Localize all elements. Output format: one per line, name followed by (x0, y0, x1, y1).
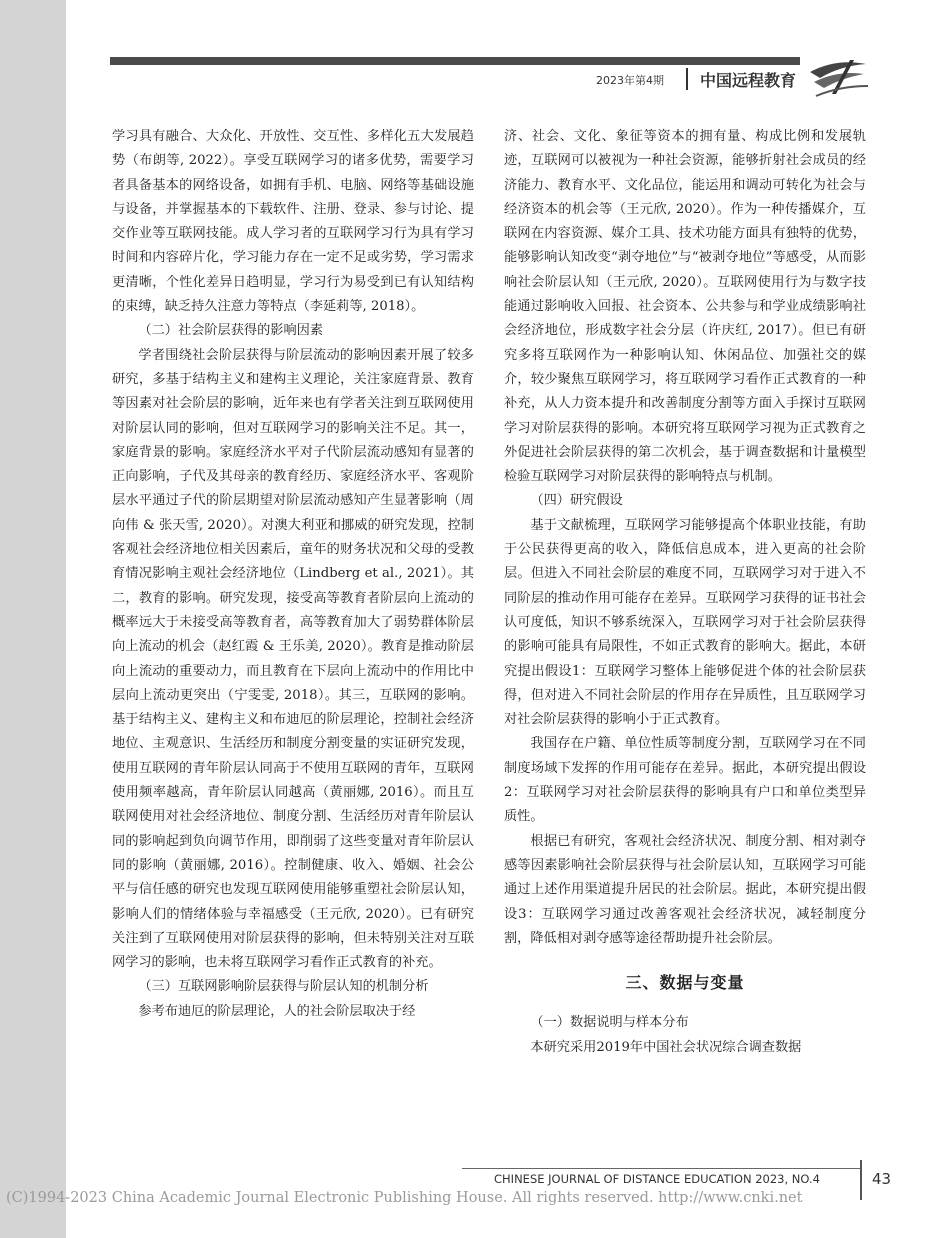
left-column (112, 125, 474, 1024)
body-paragraph: 济、社会、文化、象征等资本的拥有量、构成比例和发展轨迹，互联网可以被视为一种社会资源，能够折射社会成员的经济能力、教育水平、文化品位，能运用和调动可转化为社会与经济资本的机会等（王元欣, 2020）。作为一种传播媒介，互联网在内容资源、媒介工具、技术功能方面具有独特的优势，能够影响认知改变“剥夺地位”与“被剥夺地位”等感受，从而影响社会阶层认知（王元欣, 2020）。互联网使用行为与数字技能通过影响收入回报、社会资本、公共参与和学业成绩影响社会经济地位，形成数字社会分层（许庆红, 2017）。但已有研究多将互联网作为一种影响认知、休闲品位、加强社交的媒介，较少聚焦互联网学习，将互联网学习看作正式教育的一种补充，从人力资本提升和改善制度分割等方面入手探讨互联网学习对阶层获得的影响。本研究将互联网学习视为正式教育之外促进社会阶层获得的第二次机会，基于调查数据和计量模型检验互联网学习对阶层获得的影响特点与机制。 (504, 129, 866, 485)
journal-logo-icon (806, 52, 870, 100)
body-paragraph: 学习具有融合、大众化、开放性、交互性、多样化五大发展趋势（布朗等, 2022）。享受互联网学习的诸多优势，需要学习者具备基本的网络设备，如拥有手机、电脑、网络等基础设施与设备，并掌握基本的下载软件、注册、登录、参与讨论、提交作业等互联网技能。成人学习者的互联网学习行为具有学习时间和内容碎片化，学习能力存在一定不足或劣势，学习需求更清晰，个性化差异日趋明显，学习行为易受到已有认知结构的束缚，缺乏持久注意力等特点（李延莉等, 2018）。 (112, 129, 474, 315)
right-column (504, 125, 866, 1060)
body-paragraph: 根据已有研究，客观社会经济状况、制度分割、相对剥夺感等因素影响社会阶层获得与社会阶层认知，互联网学习可能通过上述作用渠道提升居民的社会阶层。据此，本研究提出假设3：互联网学习通过改善客观社会经济状况，减轻制度分割，降低相对剥夺感等途径帮助提升社会阶层。 (504, 833, 866, 946)
subsection-heading: （一）数据说明与样本分布 (530, 1015, 689, 1031)
issue-label: 2023年第4期 (596, 74, 664, 87)
header-rule (110, 57, 800, 65)
left-margin-strip (0, 0, 66, 1238)
body-paragraph: 基于文献梳理，互联网学习能够提高个体职业技能，有助于公民获得更高的收入，降低信息成本，进入更高的社会阶层。但进入不同社会阶层的难度不同，互联网学习对于进入不同阶层的推动作用可能存在差异。互联网学习获得的证书社会认可度低，知识不够系统深入，互联网学习对于社会阶层获得的影响可能具有局限性，不如正式教育的影响大。据此，本研究提出假设1：互联网学习整体上能够促进个体的社会阶层获得，但对进入不同社会阶层的作用存在异质性，且互联网学习对社会阶层获得的影响小于正式教育。 (504, 517, 866, 728)
body-paragraph: 本研究采用2019年中国社会状况综合调查数据 (530, 1039, 802, 1055)
subsection-heading: （三）互联网影响阶层获得与阶层认知的机制分析 (138, 979, 429, 995)
copyright-watermark: (C)1994-2023 China Academic Journal Electronic Publishing House. All rights reserved. http://www.cnki.net (6, 1190, 803, 1206)
section-title: 三、数据与变量 (625, 973, 745, 993)
subsection-heading: （四）研究假设 (530, 493, 623, 509)
body-paragraph: 我国存在户籍、单位性质等制度分割，互联网学习在不同制度场域下发挥的作用可能存在差异。据此，本研究提出假设2：互联网学习对社会阶层获得的影响具有户口和单位类型异质性。 (504, 736, 866, 825)
journal-name: 中国远程教育 (700, 71, 797, 90)
subsection-heading: （二）社会阶层获得的影响因素 (138, 323, 324, 339)
footer-rule (462, 1168, 860, 1169)
page-number: 43 (872, 1170, 892, 1188)
body-paragraph: 学者围绕社会阶层获得与阶层流动的影响因素开展了较多研究，多基于结构主义和建构主义理论，关注家庭背景、教育等因素对社会阶层的影响，近年来也有学者关注到互联网使用对阶层认同的影响，但对互联网学习的影响关注不足。其一，家庭背景的影响。家庭经济水平对子代阶层流动感知有显著的正向影响，子代及其母亲的教育经历、家庭经济水平、客观阶层水平通过子代的阶层期望对阶层流动感知产生显著影响（周向伟 & 张天雪, 2020）。对澳大利亚和挪威的研究发现，控制客观社会经济地位相关因素后，童年的财务状况和父母的受教育情况影响主观社会经济地位（Lindberg et al., 2021）。其二，教育的影响。研究发现，接受高等教育者阶层向上流动的概率远大于未接受高等教育者，高等教育加大了弱势群体阶层向上流动的机会（赵红霞 & 王乐美, 2020）。教育是推动阶层向上流动的重要动力，而且教育在下层向上流动中的作用比中层向上流动更突出（宁雯雯, 2018）。其三，互联网的影响。基于结构主义、建构主义和布迪厄的阶层理论，控制社会经济地位、主观意识、生活经历和制度分割变量的实证研究发现，使用互联网的青年阶层认同高于不使用互联网的青年，互联网使用频率越高，青年阶层认同越高（黄丽娜, 2016）。而且互联网使用对社会经济地位、制度分割、生活经历对青年阶层认同的影响起到负向调节作用，即削弱了这些变量对青年阶层认同的影响（黄丽娜, 2016）。控制健康、收入、婚姻、社会公平与信任感的研究也发现互联网使用能够重塑社会阶层认知，影响人们的情绪体验与幸福感受（王元欣, 2020）。已有研究关注到了互联网使用对阶层获得的影响，但未特别关注对互联网学习的影响，也未将互联网学习看作正式教育的补充。 (112, 347, 474, 971)
footer-divider (860, 1160, 862, 1200)
body-paragraph: 参考布迪厄的阶层理论，人的社会阶层取决于经 (138, 1003, 416, 1019)
footer-journal-name: CHINESE JOURNAL OF DISTANCE EDUCATION 2023, NO.4 (494, 1172, 820, 1186)
header-divider (686, 68, 688, 90)
